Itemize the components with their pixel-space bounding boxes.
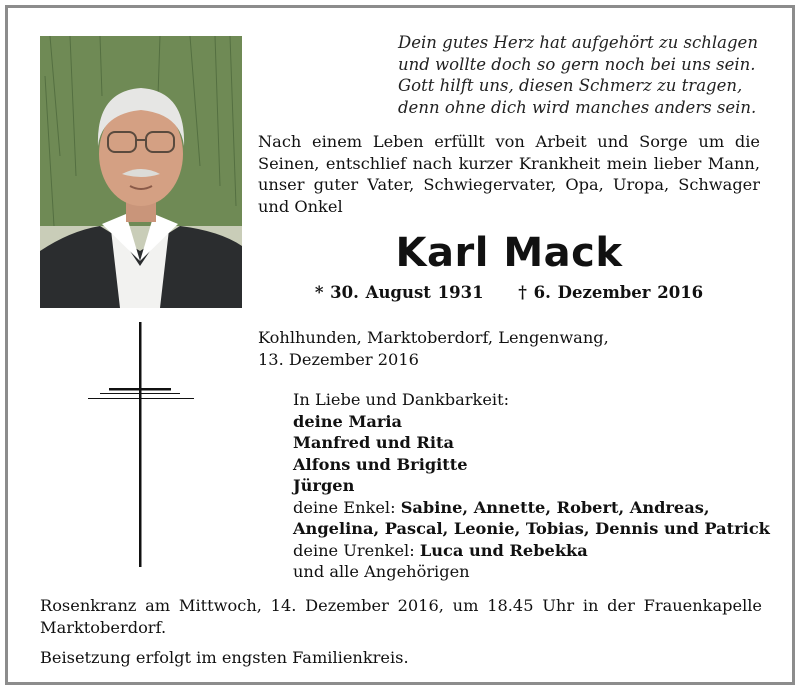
great-grandchildren-label: deine Urenkel: [293, 540, 415, 560]
poem-line-2: und wollte doch so gern noch bei uns sein. [398, 54, 756, 74]
deceased-name: Karl Mack [395, 230, 623, 276]
cross-icon [86, 322, 196, 568]
grandchildren-names-1: Sabine, Annette, Robert, Andreas, [400, 497, 710, 517]
place-line: Kohlhunden, Marktoberdorf, Lengenwang, [258, 328, 609, 347]
mourner-line-3: Alfons und Brigitte [293, 454, 468, 474]
grandchildren-label: deine Enkel: [293, 497, 396, 517]
burial-info: Beisetzung erfolgt im engsten Familienkreis. [40, 648, 409, 667]
grandchildren-names-2: Angelina, Pascal, Leonie, Tobias, Dennis und Patrick [293, 519, 770, 538]
portrait-illustration [40, 36, 242, 308]
poem-line-4: denn ohne dich wird manches anders sein. [398, 97, 757, 117]
other-relatives: und alle Angehörigen [293, 562, 470, 581]
service-info [40, 595, 762, 669]
mourner-line-2: Manfred und Rita [293, 433, 454, 452]
date-line: 13. Dezember 2016 [258, 349, 419, 369]
birth-date: * 30. August 1931 [314, 283, 484, 302]
place-and-date [258, 327, 609, 370]
great-grandchildren-names: Luca und Rebekka [419, 540, 588, 560]
death-date: † 6. Dezember 2016 [518, 283, 704, 302]
poem [398, 32, 778, 118]
poem-line-3: Gott hilft uns, diesen Schmerz zu tragen, [398, 76, 743, 95]
intro-text: Nach einem Leben erfüllt von Arbeit und Sorge um die Seinen, entschlief nach kurzer Krankheit mein lieber Mann, unser guter Vater, Schwiegervater, Opa, Uropa, Schwager und Onkel [258, 132, 760, 216]
mourner-line-4: Jürgen [293, 476, 355, 495]
poem-line-1: Dein gutes Herz hat aufgehört zu schlagen [398, 33, 758, 52]
mourner-wife: deine Maria [293, 411, 403, 431]
great-grandchildren-line [293, 540, 770, 562]
mourners-intro: In Liebe und Dankbarkeit: [293, 390, 510, 409]
grandchildren-line-1 [293, 497, 770, 519]
life-dates [258, 283, 760, 302]
rosary-info: Rosenkranz am Mittwoch, 14. Dezember 2016, um 18.45 Uhr in der Frauenkapelle Marktoberdorf. [40, 596, 762, 637]
mourners-list [293, 389, 770, 583]
portrait-photo [40, 36, 242, 308]
